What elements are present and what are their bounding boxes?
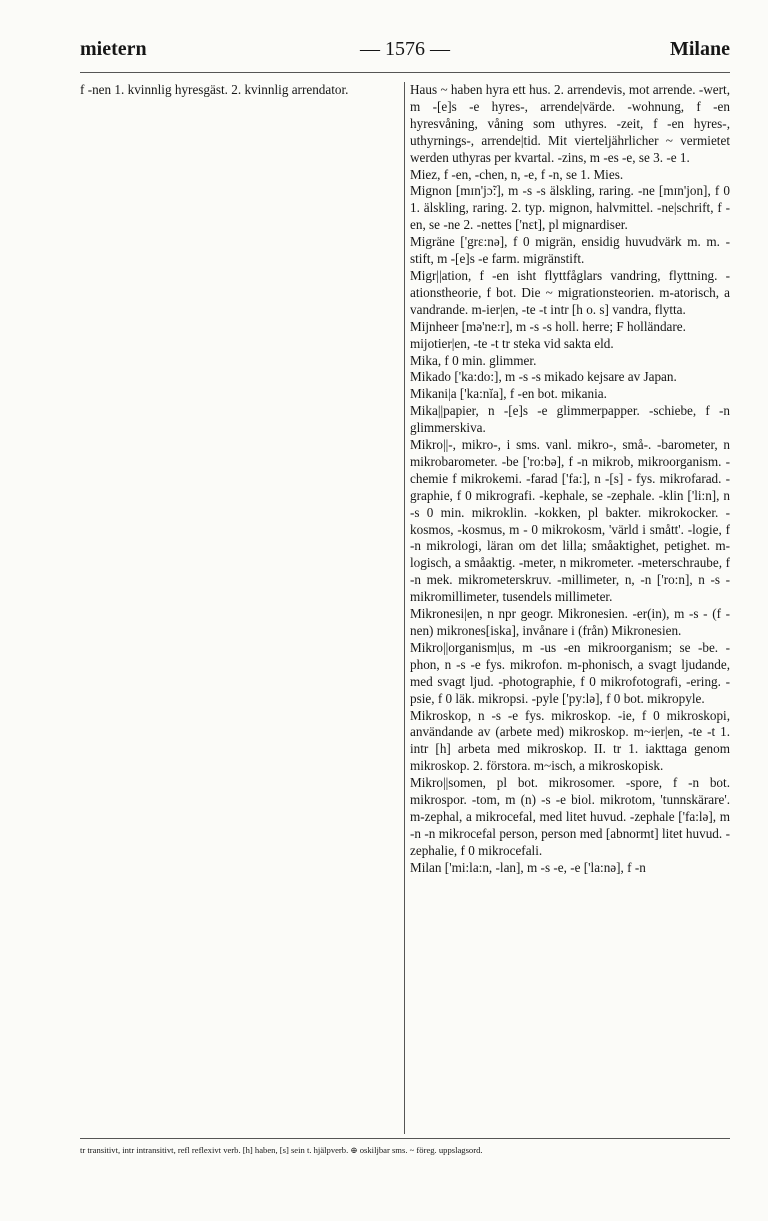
page-number: — 1576 — (360, 38, 450, 60)
header-first-word: mietern (80, 38, 147, 60)
entry: Mika, f 0 min. glimmer. (410, 352, 537, 368)
entry: Mijnheer [mə'ne:r], m -s -s holl. herre; F holländare. (410, 318, 686, 334)
column-divider (404, 82, 405, 1134)
entry: Mikado ['ka:do:], m -s -s mikado kejsare av Japan. (410, 369, 677, 385)
entry: Mika||papier, n -[e]s -e glimmerpapper. -schiebe, f -n glimmerskiva. (410, 403, 730, 436)
entry: Mikroskop, n -s -e fys. mikroskop. -ie, f 0 mikroskopi, användande av (arbete med) mikroskop. m~ier|en, -te -t 1. intr [h] arbeta med mikroskop. II. tr 1. iakttaga genom mikroskop. 2. förstora. m~isch, a mikroskopisk. (410, 707, 730, 774)
entry: Mikani|a ['ka:nĭa], f -en bot. mikania. (410, 386, 607, 402)
entry: Milan ['mi:la:n, -lan], m -s -e, -e ['la:nə], f -n (410, 859, 646, 875)
entry: Migräne ['grɛ:nə], f 0 migrän, ensidig huvudvärk m. m. -stift, m -[e]s -e farm. migränstift. (410, 234, 730, 267)
left-column (80, 82, 400, 1132)
entry: Mikro||-, mikro-, i sms. vanl. mikro-, små-. -barometer, n mikrobarometer. -be ['ro:bə], f -n mikrob, mikroorganism. -chemie f mikrokemi. -farad ['fa:], n -[s] - fys. mikrofarad. -graphie, f 0 mikrografi. -kephale, se -zephale. -klin ['li:n], n -s 0 min. mikroklin. -kokken, pl bakter. mikrokocker. -kosmos, -kosmus, m - 0 mikrokosm, 'värld i smått'. -logie, f -n mikrologi, läran om det lilla; småaktighet, petighet. m-logisch, a småaktig. -meter, n mikrometer. -meterschraube, f -n mek. mikrometerskruv. -millimeter, n, -n ['ro:n], n -s - mikromillimeter, tusendels millimeter. (410, 437, 730, 605)
entry: Mikro||somen, pl bot. mikrosomer. -spore, f -n bot. mikrospor. -tom, m (n) -s -e biol. mikrotom, 'tunnskärare'. m-zephal, a mikrocefal, med litet huvud. -zephale ['fa:lə], m -n -n mikrocefal person, person med [abnormt] litet huvud. -zephalie, f 0 mikrocefali. (410, 775, 730, 858)
header-last-word: Milane (670, 38, 730, 60)
entry: Migr||ation, f -en isht flyttfåglars vandring, flyttning. -ationstheorie, f bot. Die ~ migrationsteorien. m-atorisch, a vandrande. m-ier|en, -te -t intr [h o. s] vandra, flytta. (410, 267, 730, 317)
page-header (80, 38, 730, 66)
footer-rule (80, 1138, 730, 1139)
right-column (410, 82, 730, 1132)
entry: f -nen 1. kvinnlig hyresgäst. 2. kvinnlig arrendator. (80, 82, 349, 97)
entry: Mignon [mɪn'jɔ̃:], m -s -s älskling, raring. -ne [mɪn'jon], f 0 1. älskling, raring. 2. typ. mignon, halvmittel. -ne|schrift, f -en, se -ne 2. -nettes ['nɛt], pl mignardiser. (410, 183, 730, 233)
entry: Mikronesi|en, n npr geogr. Mikronesien. -er(in), m -s - (f -nen) mikrones[iska], invånare i (från) Mikronesien. (410, 606, 730, 638)
header-rule (80, 72, 730, 73)
entry: Mikro||organism|us, m -us -en mikroorganism; se -be. -phon, n -s -e fys. mikrofon. m-phonisch, a svagt ljudande, med svagt ljud. -photographie, f 0 mikrofotografi, -ering. -psie, f 0 läk. mikropsi. -pyle ['py:lə], f 0 bot. mikropyle. (410, 639, 730, 706)
entry: Miez, f -en, -chen, n, -e, f -n, se 1. Mies. (410, 166, 624, 182)
entry: mijotier|en, -te -t tr steka vid sakta eld. (410, 335, 614, 351)
abbreviation-legend: tr transitivt, intr intransitivt, refl reflexivt verb. [h] haben, [s] sein t. hjälpverb. ⊕ oskiljbar sms. ~ föreg. uppslagsord. (80, 1145, 483, 1155)
entry: Haus ~ haben hyra ett hus. 2. arrendevis, mot arrende. -wert, m -[e]s -e hyres-, arrende|värde. -wohnung, f -en hyresvåning, våning som uthyres. -zeit, f -en hyres-, uthyrnings-, arrende|tid. Mit vierteljährlicher ~ vermietet werden uthyras per kvartal. -zins, m -es -e, se 3. -e 1. (410, 82, 730, 165)
